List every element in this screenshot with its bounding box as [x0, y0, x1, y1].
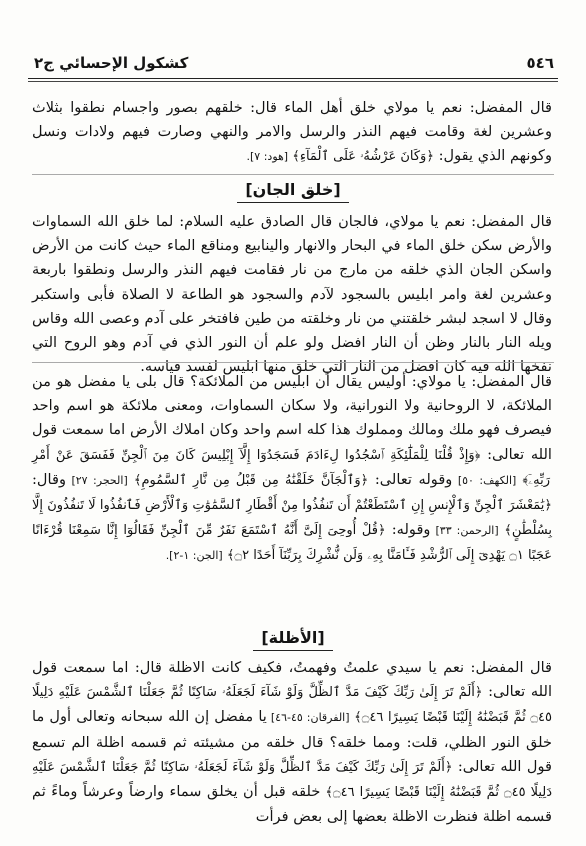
quran-verse: ﴿يَٰمَعْشَرَ ٱلْجِنِّ وَٱلْإِنسِ إِنِ ٱسْتَطَعْتُمْ أَن تَنفُذُوا مِنْ أَقْطَارِ ٱلسَّمَٰوَٰتِ وَٱلْأَرْضِ فَٱنفُذُوا لَا تَنفُذُونَ إِلَّا بِسُلْطَٰنٍ﴾	[32, 498, 552, 539]
paragraph-text: وقال:	[32, 470, 66, 488]
paragraph-text: قال المفضل: يا مولاي: أوليس يقال أن ابليس من الملائكة؟ قال بلى يا مفضل هو من الملائكة، لا الروحانية ولا النورانية، ولا سكان السماوات، ومعنى ملائكة هو اسم واحد فيصرف فهو ملك ومالك ومملوك هذا كله اسم واحد وكان املاك الأرض اما سمعت قول الله تعالى:	[32, 373, 552, 463]
paragraph-shadows	[32, 656, 552, 832]
section-heading-text: [الأظلة]	[253, 628, 332, 651]
paragraph-iblis-angels	[32, 370, 552, 622]
verse-reference: [الحجر: ٢٧]	[66, 473, 128, 487]
quran-verse: ﴿قُلْ أُوحِىَ إِلَىَّ أَنَّهُ ٱسْتَمَعَ نَفَرٌ مِّنَ ٱلْجِنِّ فَقَالُوٓا إِنَّا سَمِعْنَا قُرْءَانًا عَجَبًا ۝١ يَهْدِىٓ إِلَى ٱلرُّشْدِ فَـَٔامَنَّا بِهِۦ وَلَن نُّشْرِكَ بِرَبِّنَآ أَحَدًا ۝٢﴾	[32, 523, 552, 564]
header-rule	[28, 78, 558, 79]
quran-verse: ﴿وَإِذْ قُلْنَا لِلْمَلَٰٓئِكَةِ ٱسْجُدُوا لِءَادَمَ فَسَجَدُوٓا إِلَّآ إِبْلِيسَ كَانَ مِنَ ٱلْجِنِّ فَفَسَقَ عَنْ أَمْرِ رَبِّهِۦٓ﴾	[32, 447, 551, 488]
paragraph-text: وقوله:	[385, 521, 431, 539]
paragraph-text: وقوله تعالى:	[368, 470, 453, 488]
verse-reference: [الرحمن: ٣٣]	[430, 524, 499, 538]
page-header	[30, 54, 556, 76]
paragraph-text: قال المفضل: نعم يا سيدي علمتُ وفهمتُ، فكيف كانت الاظلة قال: اما سمعت قول الله تعالى:	[32, 659, 552, 701]
paragraph-water-creatures	[32, 96, 552, 172]
quran-verse: ﴿أَلَمْ تَرَ إِلَىٰ رَبِّكَ كَيْفَ مَدَّ ٱلظِّلَّ وَلَوْ شَآءَ لَجَعَلَهُۥ سَاكِنًا ثُمَّ جَعَلْنَا ٱلشَّمْسَ عَلَيْهِ دَلِيلًا ۝٤٥ ثُمَّ قَبَضْنَٰهُ إِلَيْنَا قَبْضًا يَسِيرًا ۝٤٦﴾	[32, 685, 552, 726]
quran-verse: ﴿أَلَمْ تَرَ إِلَىٰ رَبِّكَ كَيْفَ مَدَّ ٱلظِّلَّ وَلَوْ شَآءَ لَجَعَلَهُۥ سَاكِنًا ثُمَّ جَعَلْنَا ٱلشَّمْسَ عَلَيْهِ دَلِيلًا ۝٤٥ ثُمَّ قَبَضْنَٰهُ إِلَيْنَا قَبْضًا يَسِيرًا ۝٤٦﴾	[32, 759, 553, 801]
page-number: ٥٤٦	[526, 54, 554, 72]
quran-verse: ﴿وَٱلْجَآنَّ خَلَقْنَٰهُ مِن قَبْلُ مِن نَّارِ ٱلسَّمُومِ﴾	[127, 472, 369, 488]
verse-reference: [الجن: ١-٢].	[165, 549, 223, 563]
verse-reference: [هود: ٧].	[246, 150, 289, 164]
quran-verse: ﴿وَكَانَ عَرْشُهُۥ عَلَى ٱلْمَآءِ﴾	[288, 149, 434, 165]
paragraph-text: قال المفضل: نعم يا مولاي، فالجان قال الصادق عليه السلام: لما خلق الله السماوات والأرض سكن خلق الماء في البحار والانهار والينابيع ومناقع الماء حيث كانت من الأرض واسكن الجان الذي خلقه من مارج من نار فقامت فيهم النذر والرسل ونطقوا باربعة وعشرين لغة وامر ابليس بالسجود لآدم والسجود هو الطاعة لا الصلاة فأبى واستكبر وقال لا اسجد لبشر خلقتني من نار وخلقته من طين فافتخر على آدم وعصى الله وقاس ويله النار بالنار وظن أن النار افضل ولو علم أن النور الذي في آدم وهو الروح التي نفخها الله فيه كان افضل من النار التي خلق منها ابليس لفسد قياسه.	[32, 213, 552, 376]
section-divider	[32, 362, 554, 363]
paragraph-text: خلقه قبل أن يخلق سماء وارضاً وعرشاً وماءً ثم قسمه اظلة فنظرت الاظلة بعضها إلى بعض فرأت	[32, 783, 552, 826]
section-divider	[32, 174, 554, 175]
paragraph-text: قال المفضل: نعم يا مولاي خلق أهل الماء قال: خلقهم بصور واجسام نطقوا بثلاث وعشرين لغة وقامت فيهم النذر والرسل والامر والنهي وصارت فيهم ولادات ونسل وكونهم الذي يقول:	[32, 99, 552, 165]
section-heading-text: [خلق الجان]	[237, 180, 348, 203]
section-heading-jan	[0, 180, 586, 203]
paragraph-jinn-creation	[32, 210, 552, 376]
section-heading-azilla	[0, 628, 586, 651]
verse-reference: [الفرقان: ٤٥-٤٦]	[266, 711, 350, 725]
paragraph-text: يا مفضل إن الله سبحانه وتعالى أول ما خلق النور الظلي، قلت: ومما خلقه؟ قال خلقه من مشيئته ثم قسمه اظلة الم تسمع قول الله تعالى:	[32, 708, 552, 775]
running-title: كشكول الإحسائي ج٢	[34, 54, 189, 72]
header-rule-thin	[28, 81, 558, 82]
verse-reference: [الكهف: ٥٠]	[452, 473, 517, 487]
